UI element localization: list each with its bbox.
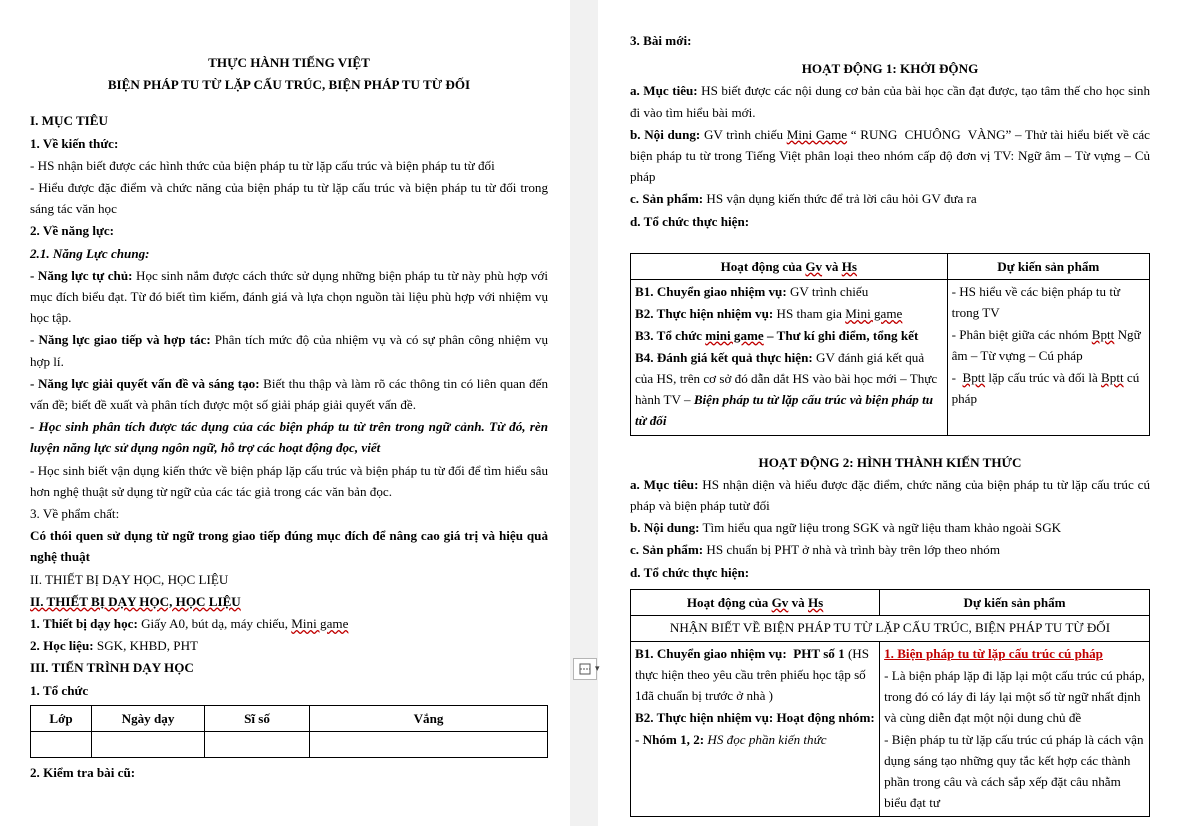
para-nang-luc-giai-quyet: - Năng lực giải quyết vấn đề và sáng tạo: Biết thu thập và làm rõ các thông tin có liên quan đến vấn đề; biết đề xuất và phân tích được một số giải pháp giải quyết vấn đề. — [30, 375, 549, 413]
activity2-title: HOẠT ĐỘNG 2: HÌNH THÀNH KIẾN THỨC — [758, 454, 1022, 470]
cell-vang — [310, 732, 548, 758]
table-banner: NHẬN BIẾT VỀ BIỆN PHÁP TU TỪ LẶP CẤU TRÚC, BIỆN PHÁP TU TỪ ĐỐI — [631, 616, 1150, 642]
cell-activity-steps — [631, 280, 948, 436]
activity1-title: HOẠT ĐỘNG 1: KHỞI ĐỘNG — [801, 61, 979, 77]
document-page-right — [598, 0, 1180, 826]
col-header-vang: Vắng — [310, 705, 548, 731]
step-b2: B2. Thực hiện nhiệm vụ: HS tham gia Mini game — [635, 305, 903, 321]
cell-expected-products — [947, 280, 1149, 436]
a2-muc-tieu: a. Mục tiêu: HS nhận diện và hiểu được đặc điểm, chức năng của biện pháp tu từ lặp cấu trúc cú pháp và biện pháp tutừ đối — [630, 476, 1150, 513]
activity2-table — [630, 589, 1150, 818]
activity1-table — [630, 253, 1150, 436]
subheading-nang-luc-dac-thu: - Học sinh phân tích được tác dụng của các biện pháp tu từ trên trong ngữ cảnh. Từ đó, rèn luyện năng lực sử dụng ngôn ngữ, hỗ trợ các hoạt động đọc, viết — [30, 419, 548, 456]
heading-thiet-bi-day-hoc: II. THIẾT BỊ DẠY HỌC, HỌC LIỆU — [30, 593, 241, 609]
para-kien-thuc-1: - HS nhận biết được các hình thức của biện pháp tu từ lặp cấu trúc và biện pháp tu từ đối — [30, 157, 495, 173]
product2-item-1: - Là biện pháp lặp đi lặp lại một cấu trúc cú pháp, trong đó có láy đi láy lại một số từ ngữ nhất định và cùng diễn đạt một nội dung chủ đề — [884, 667, 1145, 725]
cell-lop — [31, 732, 92, 758]
step2-b2: B2. Thực hiện nhiệm vụ: Hoạt động nhóm: — [635, 709, 875, 725]
col-header-hoat-dong: Hoạt động của Gv và Hs — [631, 253, 948, 279]
page-break-icon[interactable] — [573, 658, 597, 680]
col-header-si-so: Sĩ số — [205, 705, 310, 731]
page-left-content — [30, 52, 548, 785]
cell-si-so — [205, 732, 310, 758]
col-header-ngay-day: Ngày dạy — [92, 705, 205, 731]
product-item-1: - HS hiểu về các biện pháp tu từ trong TV — [951, 284, 1121, 320]
heading-muc-tieu: I. MỤC TIÊU — [30, 113, 108, 129]
para-kien-thuc-2: - Hiểu được đặc điểm và chức năng của biện pháp tu từ lặp cấu trúc và biện pháp tu từ đối trong sáng tác văn học — [30, 180, 548, 217]
col-header-hoat-dong-2: Hoạt động của Gv và Hs — [631, 589, 880, 615]
step-b1: B1. Chuyển giao nhiệm vụ: GV trình chiếu — [635, 284, 869, 300]
step-b3: B3. Tổ chức mini game – Thư kí ghi điểm, tổng kết — [635, 327, 919, 343]
table-row — [631, 641, 1150, 817]
step-b4: B4. Đánh giá kết quả thực hiện: GV đánh giá kết quả của HS, trên cơ sở đó dẫn dắt HS vào bài học mới – Thực hành TV – Biện pháp tu từ lặp cấu trúc và biện pháp tu từ đối — [635, 349, 938, 428]
subheading-nang-luc-chung: 2.1. Năng Lực chung: — [30, 245, 150, 261]
a2-san-pham: c. Sản phẩm: HS chuẩn bị PHT ở nhà và trình bày trên lớp theo nhóm — [630, 542, 1001, 558]
table-header-row — [631, 589, 1150, 615]
page-gutter — [570, 0, 598, 826]
heading-kiem-tra-bai-cu: 2. Kiểm tra bài cũ: — [30, 765, 136, 781]
heading-ve-pham-chat: Có thói quen sử dụng từ ngữ trong giao tiếp đúng mục đích để nâng cao giá trị và hiệu quả nghệ thuật — [30, 528, 548, 565]
col-header-du-kien: Dự kiến sản phẩm — [947, 253, 1149, 279]
col-header-lop: Lớp — [31, 705, 92, 731]
a2-to-chuc: d. Tổ chức thực hiện: — [630, 564, 750, 580]
para-dac-thu-1: - Học sinh biết vận dụng kiến thức về biện pháp lặp cấu trúc và biện pháp tu từ đối để tìm hiểu sâu hơn nghệ thuật sử dụng từ ngữ của các tác giả trong các văn bản đọc. — [30, 462, 548, 499]
a1-san-pham: c. Sản phẩm: HS vận dụng kiến thức để trả lời câu hỏi GV đưa ra — [630, 191, 977, 207]
table-row — [631, 280, 1150, 436]
para-nang-luc-tu-chu: - Năng lực tự chủ: Học sinh nắm được cách thức sử dụng những biện pháp tu từ này phù hợp với mục đích biểu đạt. Từ đó biết tìm kiếm, đánh giá và lựa chọn nguồn tài liệu phù hợp với nhiệm vụ học tập. — [30, 267, 548, 326]
doc-title-line2: BIỆN PHÁP TU TỪ LẶP CẤU TRÚC, BIỆN PHÁP TU TỪ ĐỐI — [107, 77, 471, 93]
heading-ve-kien-thuc: 1. Về kiến thức: — [30, 135, 119, 151]
table-row — [31, 732, 548, 758]
heading-tien-trinh: III. TIẾN TRÌNH DẠY HỌC — [30, 660, 194, 676]
a1-noi-dung: b. Nội dung: GV trình chiếu Mini Game “ RUNG CHUÔNG VÀNG” – Thử tài hiểu biết về các biện pháp tu từ trong Tiếng Việt phân loại theo nhóm cấp độ đơn vị TV: Ngữ âm – Từ vựng – Củ pháp — [630, 126, 1150, 185]
product-item-2: - Phân biệt giữa các nhóm Bptt Ngữ âm – Từ vựng – Cú pháp — [951, 326, 1141, 363]
a1-to-chuc: d. Tổ chức thực hiện: — [630, 213, 750, 229]
step2-b1: B1. Chuyển giao nhiệm vụ: PHT số 1 (HS thực hiện theo yêu cầu trên phiếu học tập số 1đã chuẩn bị trước ở nhà ) — [635, 645, 870, 703]
para-nang-luc-giao-tiep: - Năng lực giao tiếp và hợp tác: Phân tích mức độ của nhiệm vụ và có sự phân công nhiệm vụ hợp lí. — [30, 332, 548, 369]
step2-groups: - Nhóm 1, 2: HS đọc phần kiến thức — [635, 731, 827, 747]
doc-title-line1: THỰC HÀNH TIẾNG VIỆT — [208, 55, 370, 70]
heading-bai-moi: 3. Bài mới: — [630, 33, 692, 48]
organization-table — [30, 705, 548, 758]
chevron-down-icon[interactable]: ▾ — [595, 663, 600, 673]
table-header-row — [631, 253, 1150, 279]
a1-muc-tieu: a. Mục tiêu: HS biết được các nội dung cơ bản của bài học cần đạt được, tạo tâm thế cho học sinh đi vào tìm hiểu bài mới. — [630, 83, 1150, 120]
heading-ve-nang-luc: 2. Về năng lực: — [30, 223, 114, 239]
para-thiet-bi: 1. Thiết bị dạy học: Giấy A0, bút dạ, máy chiếu, Mini game — [30, 616, 349, 632]
document-page-left — [0, 0, 570, 826]
heading-to-chuc: 1. Tổ chức — [30, 682, 89, 698]
page-right-content — [630, 30, 1150, 823]
a2-noi-dung: b. Nội dung: Tìm hiểu qua ngữ liệu trong SGK và ngữ liệu tham khảo ngoài SGK — [630, 520, 1062, 536]
cell-activity-steps-2 — [631, 641, 880, 817]
table-header-row — [31, 705, 548, 731]
col-header-du-kien-2: Dự kiến sản phẩm — [880, 589, 1150, 615]
para-pham-chat: II. THIẾT BỊ DẠY HỌC, HỌC LIỆU — [30, 571, 229, 587]
page-break-glyph — [579, 663, 591, 675]
cell-ngay-day — [92, 732, 205, 758]
para-hoc-lieu: 2. Học liệu: SGK, KHBD, PHT — [30, 638, 199, 654]
cell-expected-products-2 — [880, 641, 1150, 817]
product2-title: 1. Biện pháp tu từ lặp cấu trúc cú pháp — [884, 645, 1103, 661]
table-banner-row — [631, 616, 1150, 642]
product2-item-2: - Biện pháp tu từ lặp cấu trúc cú pháp là cách vận dụng sáng tạo những quy tắc kết hợp các thành phần trong câu và cách sắp xếp đặt câu nhằm biểu đạt tư — [884, 731, 1144, 810]
product-item-3: - Bptt lặp cấu trúc và đối là Bptt cú pháp — [951, 369, 1140, 406]
para-dac-thu-2: 3. Về phẩm chất: — [30, 506, 120, 522]
